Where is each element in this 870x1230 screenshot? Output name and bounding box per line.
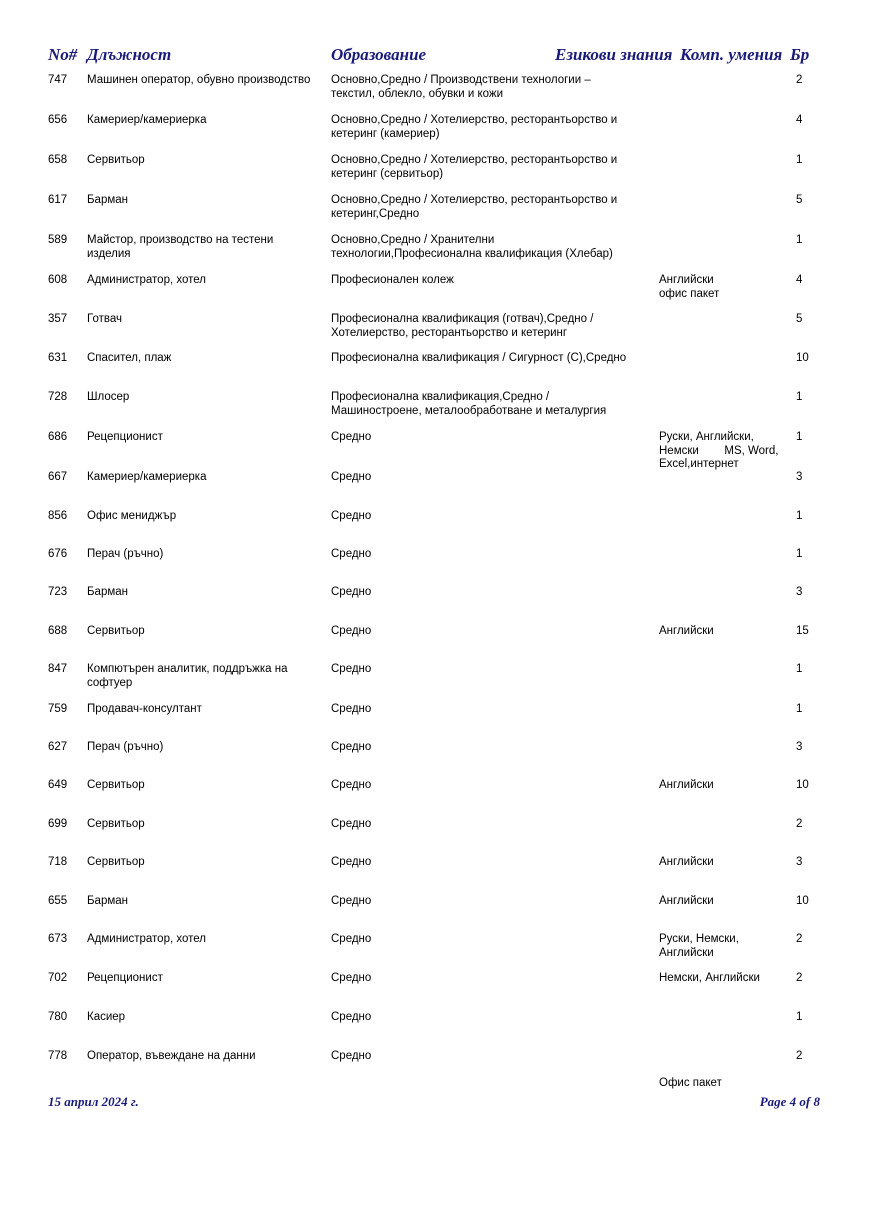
cell-position: Сервитьор <box>87 779 145 791</box>
cell-languages-skills: Руски, Немски, Английски <box>659 933 739 959</box>
cell-education: Средно <box>331 1050 372 1062</box>
cell-count: 2 <box>796 1050 803 1062</box>
cell-position: Продавач-консултант <box>87 703 202 715</box>
cell-education: Основно,Средно / Хотелиерство, ресторантьорство и кетеринг (сервитьор) <box>331 154 618 180</box>
cell-education: Средно <box>331 510 372 522</box>
cell-position: Оператор, въвеждане на данни <box>87 1050 256 1062</box>
cell-no: 627 <box>48 741 68 753</box>
cell-position: Барман <box>87 194 128 206</box>
cell-education: Професионален колеж <box>331 274 454 286</box>
cell-education: Средно <box>331 972 372 984</box>
cell-count: 10 <box>796 779 809 791</box>
col-header-education: Образование <box>331 45 427 64</box>
cell-no: 747 <box>48 74 68 86</box>
cell-position: Барман <box>87 586 128 598</box>
cell-education: Средно <box>331 586 372 598</box>
cell-position: Перач (ръчно) <box>87 548 164 560</box>
cell-no: 631 <box>48 352 68 364</box>
cell-count: 1 <box>796 391 803 403</box>
cell-position: Касиер <box>87 1011 126 1023</box>
cell-languages-skills: Английски <box>659 895 714 907</box>
cell-languages-skills: Английски <box>659 779 714 791</box>
cell-no: 847 <box>48 663 68 675</box>
cell-languages-skills: Английски <box>659 625 714 637</box>
cell-count: 3 <box>796 586 803 598</box>
col-header-position: Длъжност <box>87 45 172 64</box>
cell-no: 608 <box>48 274 68 286</box>
cell-education: Средно <box>331 625 372 637</box>
col-header-count: Бр <box>790 45 810 64</box>
cell-education: Средно <box>331 779 372 791</box>
cell-education: Средно <box>331 548 372 560</box>
cell-position: Сервитьор <box>87 625 145 637</box>
cell-no: 357 <box>48 313 68 325</box>
cell-languages-skills: Руски, Английски, Немски MS, Word, Excel,интернет <box>659 431 779 470</box>
cell-no: 688 <box>48 625 68 637</box>
cell-education: Основно,Средно / Хранителни технологии,Професионална квалификация (Хлебар) <box>331 234 613 260</box>
cell-education: Средно <box>331 663 372 675</box>
col-header-no: No# <box>48 45 78 64</box>
cell-education: Средно <box>331 431 372 443</box>
cell-count: 1 <box>796 703 803 715</box>
cell-no: 667 <box>48 471 68 483</box>
cell-no: 723 <box>48 586 68 598</box>
cell-education: Професионална квалификация (готвач),Средно / Хотелиерство, ресторантьорство и кетеринг <box>331 313 594 339</box>
cell-count: 1 <box>796 154 803 166</box>
cell-languages-skills: Английски <box>659 856 714 868</box>
cell-education: Средно <box>331 741 372 753</box>
cell-no: 656 <box>48 114 68 126</box>
cell-position: Шлосер <box>87 391 130 403</box>
cell-no: 699 <box>48 818 68 830</box>
cell-position: Барман <box>87 895 128 907</box>
cell-position: Майстор, производство на тестени изделия <box>87 234 274 260</box>
cell-count: 3 <box>796 856 803 868</box>
cell-position: Перач (ръчно) <box>87 741 164 753</box>
cell-education: Основно,Средно / Производствени технологии – текстил, облекло, обувки и кожи <box>331 74 591 100</box>
cell-education: Средно <box>331 856 372 868</box>
cell-no: 780 <box>48 1011 68 1023</box>
cell-count: 2 <box>796 818 803 830</box>
cell-position: Администратор, хотел <box>87 933 206 945</box>
cell-position: Рецепционист <box>87 431 163 443</box>
footer-date: 15 април 2024 г. <box>48 1094 139 1109</box>
cell-no: 759 <box>48 703 68 715</box>
cell-languages-skills: Офис пакет <box>659 1077 722 1089</box>
cell-education: Средно <box>331 818 372 830</box>
cell-count: 3 <box>796 741 803 753</box>
cell-position: Камериер/камериерка <box>87 471 207 483</box>
cell-no: 718 <box>48 856 68 868</box>
cell-count: 1 <box>796 1011 803 1023</box>
cell-count: 2 <box>796 972 803 984</box>
cell-no: 702 <box>48 972 68 984</box>
cell-no: 673 <box>48 933 68 945</box>
cell-count: 3 <box>796 471 803 483</box>
cell-education: Средно <box>331 1011 372 1023</box>
cell-no: 856 <box>48 510 68 522</box>
col-header-skills: Комп. умения <box>680 45 783 64</box>
cell-no: 649 <box>48 779 68 791</box>
cell-count: 1 <box>796 510 803 522</box>
cell-position: Готвач <box>87 313 122 325</box>
cell-position: Офис мениджър <box>87 510 177 522</box>
cell-no: 617 <box>48 194 68 206</box>
cell-count: 4 <box>796 274 803 286</box>
cell-no: 728 <box>48 391 68 403</box>
cell-education: Основно,Средно / Хотелиерство, ресторантьорство и кетеринг,Средно <box>331 194 618 220</box>
cell-no: 658 <box>48 154 68 166</box>
cell-count: 1 <box>796 234 803 246</box>
cell-education: Средно <box>331 895 372 907</box>
cell-count: 1 <box>796 548 803 560</box>
cell-count: 1 <box>796 663 803 675</box>
cell-education: Професионална квалификация / Сигурност (С),Средно <box>331 352 627 364</box>
cell-count: 2 <box>796 933 803 945</box>
cell-count: 1 <box>796 431 803 443</box>
cell-count: 15 <box>796 625 809 637</box>
cell-languages-skills: Английски офис пакет <box>659 274 720 300</box>
cell-education: Средно <box>331 703 372 715</box>
cell-position: Спасител, плаж <box>87 352 172 364</box>
cell-position: Сервитьор <box>87 818 145 830</box>
footer-page-number: Page 4 of 8 <box>759 1094 820 1109</box>
cell-education: Професионална квалификация,Средно / Машиностроене, металообработване и металургия <box>331 391 607 417</box>
cell-position: Сервитьор <box>87 856 145 868</box>
cell-count: 10 <box>796 352 809 364</box>
cell-no: 686 <box>48 431 68 443</box>
cell-no: 676 <box>48 548 68 560</box>
cell-count: 5 <box>796 313 803 325</box>
cell-no: 655 <box>48 895 68 907</box>
cell-no: 589 <box>48 234 68 246</box>
cell-count: 5 <box>796 194 803 206</box>
cell-education: Средно <box>331 933 372 945</box>
cell-position: Камериер/камериерка <box>87 114 207 126</box>
cell-education: Средно <box>331 471 372 483</box>
col-header-languages: Езикови знания <box>555 45 673 64</box>
cell-position: Сервитьор <box>87 154 145 166</box>
cell-no: 778 <box>48 1050 68 1062</box>
cell-position: Рецепционист <box>87 972 163 984</box>
cell-position: Машинен оператор, обувно производство <box>87 74 311 86</box>
cell-count: 2 <box>796 74 803 86</box>
cell-position: Администратор, хотел <box>87 274 206 286</box>
cell-education: Основно,Средно / Хотелиерство, ресторантьорство и кетеринг (камериер) <box>331 114 618 140</box>
cell-position: Компютърен аналитик, поддръжка на софтуер <box>87 663 288 689</box>
cell-count: 10 <box>796 895 809 907</box>
cell-languages-skills: Немски, Английски <box>659 972 760 984</box>
cell-count: 4 <box>796 114 803 126</box>
